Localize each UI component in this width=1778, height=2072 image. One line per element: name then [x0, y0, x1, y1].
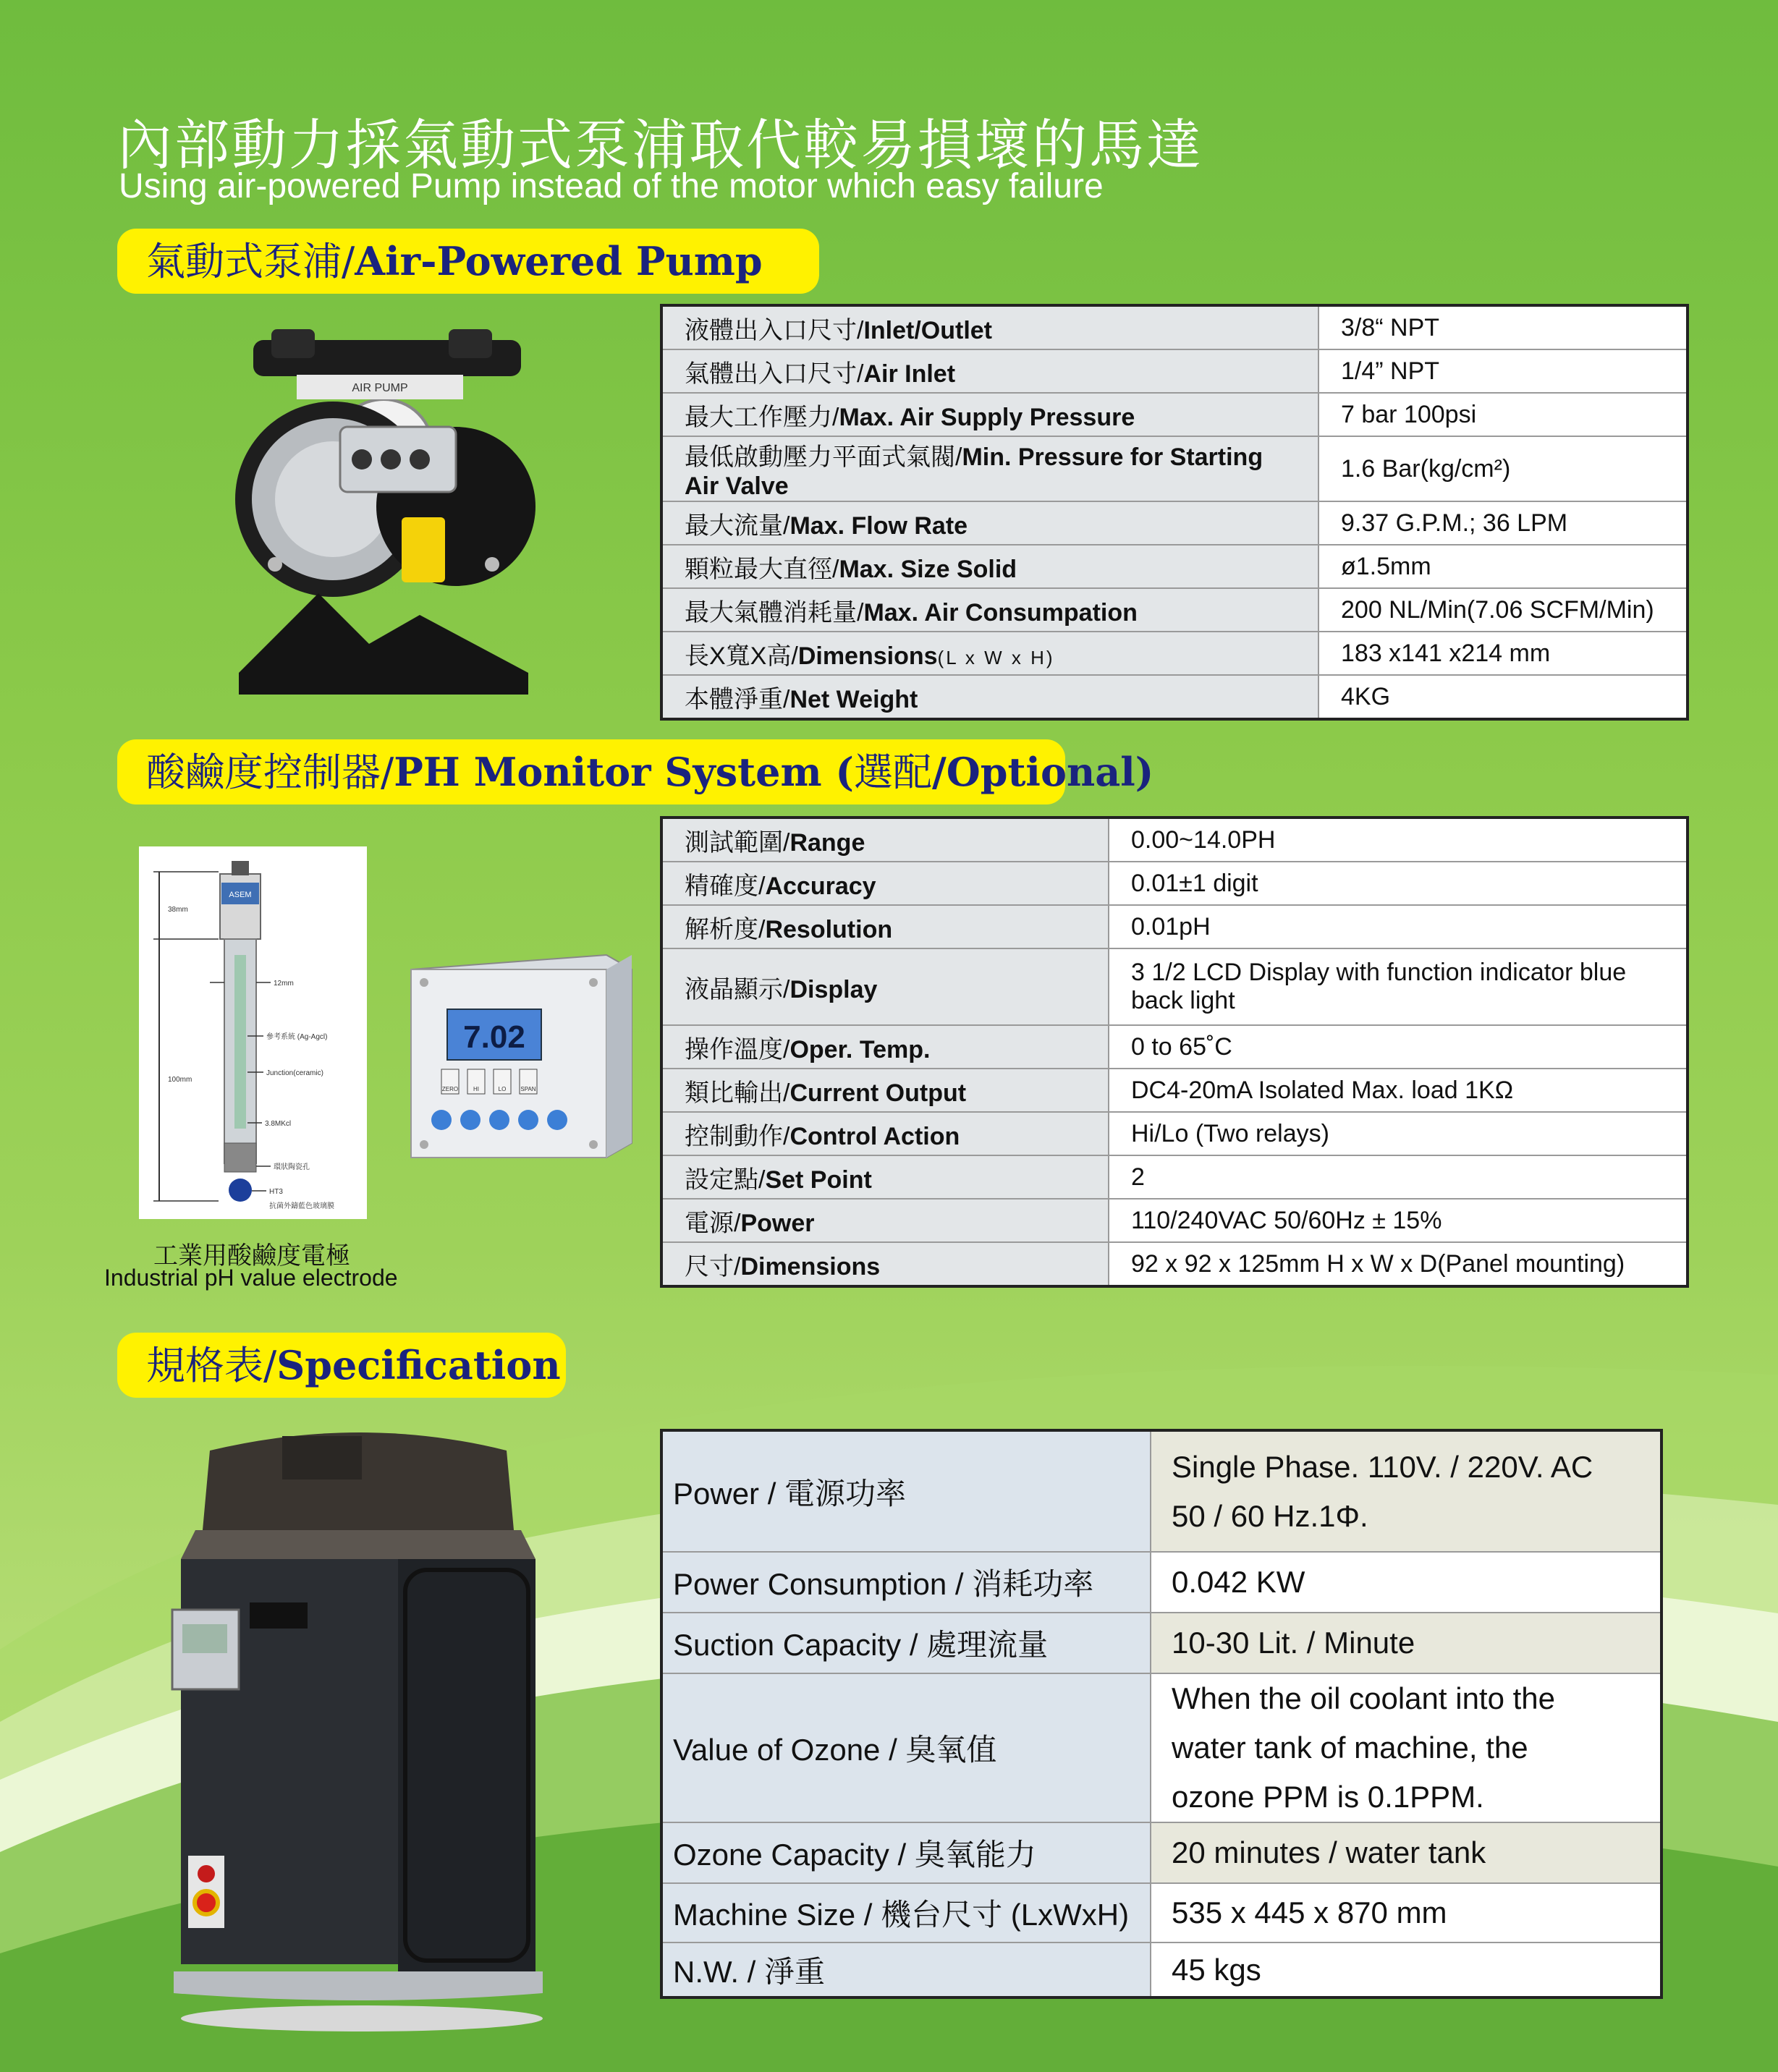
spec-value: 7 bar 100psi: [1318, 393, 1688, 436]
spec-key-zh: 本體淨重/: [685, 685, 790, 713]
spec-value-line: When the oil coolant into the: [1172, 1681, 1556, 1715]
spec-value-line: 50 / 60 Hz.1Φ.: [1172, 1498, 1368, 1533]
electrode-dim-100: 100mm: [168, 1076, 192, 1084]
spec-key-zh: 液晶顯示/: [685, 975, 790, 1003]
spec-key-en: Display: [789, 975, 878, 1003]
spec-value: 0.01pH: [1109, 905, 1688, 948]
spec-key: [661, 349, 1318, 393]
section-tag-air-pump-en: Air-Powered Pump: [355, 238, 763, 284]
spec-key-en: Control Action: [789, 1122, 960, 1150]
electrode-label-kcl: 3.8MKcl: [265, 1120, 292, 1128]
table-row: [661, 545, 1688, 588]
spec-value-line: 45 kgs: [1172, 1952, 1261, 1987]
spec-value-line: water tank of machine, the: [1172, 1731, 1528, 1765]
spec-key: [661, 1025, 1109, 1069]
controller-span-label: SPAN: [520, 1086, 536, 1092]
spec-key-zh: 顆粒最大直徑/: [685, 555, 839, 583]
spec-value-line: 20 minutes / water tank: [1172, 1835, 1486, 1869]
spec-value: 2: [1109, 1155, 1688, 1199]
pump-muffler: [402, 517, 445, 582]
spec-key: Value of Ozone / 臭氧值: [661, 1673, 1151, 1822]
electrode-caption-en: Industrial pH value electrode: [104, 1265, 398, 1291]
spec-value: 1.6 Bar(kg/cm²): [1318, 436, 1688, 501]
table-row: [661, 862, 1688, 905]
table-row: [661, 948, 1688, 1025]
spec-value: DC4-20mA Isolated Max. load 1KΩ: [1109, 1069, 1688, 1112]
spec-key-suffix: (L x W x H): [937, 646, 1055, 668]
table-row: [661, 1613, 1661, 1673]
spec-value: 0.00~14.0PH: [1109, 818, 1688, 862]
spec-value: 1/4” NPT: [1318, 349, 1688, 393]
spec-key: Suction Capacity / 處理流量: [661, 1613, 1151, 1673]
spec-key: [661, 1069, 1109, 1112]
table-row: [661, 1199, 1688, 1242]
spec-value: 110/240VAC 50/60Hz ± 15%: [1109, 1199, 1688, 1242]
spec-key-zh: 解析度/: [685, 915, 766, 943]
controller-lcd-value: 7.02: [463, 1019, 525, 1055]
section-tag-ph-zh: 酸鹼度控制器/: [146, 750, 394, 795]
controller-lo-label: LO: [498, 1086, 507, 1092]
spec-key: Power / 電源功率: [661, 1430, 1151, 1552]
spec-value-line: 10-30 Lit. / Minute: [1172, 1626, 1415, 1660]
table-row: [661, 1430, 1661, 1552]
spec-value-line: 0.042 KW: [1172, 1565, 1305, 1599]
spec-value-line: ozone PPM is 0.1PPM.: [1172, 1780, 1484, 1814]
spec-value: 200 NL/Min(7.06 SCFM/Min): [1318, 588, 1688, 632]
electrode-brand: ASEM: [229, 891, 252, 899]
electrode-label-ring: 環狀陶瓷孔: [274, 1163, 310, 1171]
section-tag-spec-zh: 規格表/: [146, 1343, 277, 1388]
table-row: [661, 1025, 1688, 1069]
spec-key: [661, 675, 1318, 719]
spec-key-zh: 類比輸出/: [685, 1079, 790, 1107]
spec-key-en: Inlet/Outlet: [863, 316, 993, 344]
ph-electrode-diagram: [139, 846, 367, 1219]
spec-value: [1151, 1613, 1661, 1673]
spec-key-zh: 控制動作/: [685, 1122, 790, 1150]
spec-key-en: Max. Size Solid: [839, 555, 1017, 583]
section-tag-ph-en: PH Monitor System (: [394, 749, 854, 795]
table-row: [661, 1822, 1661, 1883]
spec-value: ø1.5mm: [1318, 545, 1688, 588]
spec-value: 183 x141 x214 mm: [1318, 632, 1688, 675]
spec-value-line: Single Phase. 110V. / 220V. AC: [1172, 1449, 1593, 1484]
spec-value: [1151, 1942, 1661, 1997]
spec-key: [661, 501, 1318, 545]
spec-key-en: Max. Flow Rate: [789, 511, 968, 540]
spec-key: [661, 1199, 1109, 1242]
spec-key: [661, 1112, 1109, 1155]
spec-value: 3 1/2 LCD Display with function indicator blue back light: [1109, 948, 1688, 1025]
spec-key: [661, 1155, 1109, 1199]
spec-key-en: Power: [740, 1209, 815, 1237]
table-row: [661, 436, 1688, 501]
table-row: [661, 632, 1688, 675]
spec-key-en: Resolution: [765, 915, 893, 943]
spec-value: [1151, 1883, 1661, 1942]
spec-key-zh: 電源/: [685, 1209, 741, 1237]
table-row: [661, 1155, 1688, 1199]
spec-value: [1151, 1673, 1661, 1822]
spec-value: [1151, 1430, 1661, 1552]
spec-key-en: Max. Air Consumpation: [863, 598, 1138, 627]
table-row: [661, 675, 1688, 719]
electrode-dim-12: 12mm: [274, 980, 294, 988]
spec-key-en: Oper. Temp.: [789, 1035, 931, 1063]
spec-key-zh: 最大流量/: [685, 511, 790, 540]
table-row: [661, 1942, 1661, 1997]
spec-key-en: Dimensions: [797, 642, 938, 670]
section-tag-ph-en-opt: /Optional): [931, 749, 1154, 795]
spec-key-zh: 操作溫度/: [685, 1035, 790, 1063]
spec-key: [661, 905, 1109, 948]
spec-key-zh: 最大工作壓力/: [685, 403, 839, 431]
spec-key-zh: 長X寬X高/: [685, 642, 798, 670]
spec-key: [661, 948, 1109, 1025]
table-row: [661, 1112, 1688, 1155]
spec-key-en: Current Output: [789, 1079, 967, 1107]
table-row: [661, 1552, 1661, 1613]
section-tag-air-pump-zh: 氣動式泵浦/: [146, 239, 355, 284]
ph-controller-illustration: [397, 941, 635, 1165]
air-pump-spec-table: [660, 304, 1689, 721]
electrode-label-ht3: HT3: [269, 1188, 283, 1196]
spec-value: [1151, 1822, 1661, 1883]
spec-key: [661, 632, 1318, 675]
table-row: [661, 349, 1688, 393]
spec-key-zh: 精確度/: [685, 872, 766, 900]
spec-key: [661, 818, 1109, 862]
electrode-dim-38: 38mm: [168, 906, 188, 914]
spec-key: Machine Size / 機台尺寸 (LxWxH): [661, 1883, 1151, 1942]
section-tag-ph-monitor: [117, 739, 1154, 804]
spec-value: 4KG: [1318, 675, 1688, 719]
spec-key: [661, 305, 1318, 349]
spec-value: 0.01±1 digit: [1109, 862, 1688, 905]
table-row: [661, 305, 1688, 349]
table-row: [661, 393, 1688, 436]
spec-key: Power Consumption / 消耗功率: [661, 1552, 1151, 1613]
spec-key: [661, 545, 1318, 588]
table-row: [661, 1673, 1661, 1822]
table-row: [661, 1069, 1688, 1112]
spec-key-en: Min. Pressure for Starting Air Valve: [685, 443, 1263, 500]
spec-key-en: Set Point: [765, 1166, 872, 1194]
table-row: [661, 905, 1688, 948]
spec-key: [661, 393, 1318, 436]
spec-key-zh: 最大氣體消耗量/: [685, 598, 864, 627]
spec-key-en: Range: [789, 828, 865, 857]
spec-value: [1151, 1552, 1661, 1613]
table-row: [661, 1883, 1661, 1942]
spec-key: [661, 862, 1109, 905]
electrode-label-ref: 參考系統 (Ag-Agcl): [266, 1033, 328, 1041]
section-tag-specification: [117, 1333, 566, 1398]
air-pump-illustration: [232, 326, 543, 702]
spec-key: [661, 1242, 1109, 1286]
electrode-caption-zh: 工業用酸鹼度電極: [153, 1241, 350, 1270]
ozone-machine-illustration: [166, 1422, 557, 2037]
table-row: [661, 1242, 1688, 1286]
spec-value: 0 to 65˚C: [1109, 1025, 1688, 1069]
electrode-label-junction: Junction(ceramic): [266, 1069, 323, 1077]
specification-table: [660, 1429, 1663, 1999]
spec-value-line: 535 x 445 x 870 mm: [1172, 1895, 1447, 1929]
spec-key-zh: 設定點/: [685, 1166, 766, 1194]
spec-key-en: Max. Air Supply Pressure: [839, 403, 1135, 431]
spec-value: 9.37 G.P.M.; 36 LPM: [1318, 501, 1688, 545]
spec-key: Ozone Capacity / 臭氧能力: [661, 1822, 1151, 1883]
spec-key-en: Accuracy: [765, 872, 876, 900]
pump-label-plate-text: AIR PUMP: [352, 382, 408, 394]
ph-monitor-spec-table: [660, 816, 1689, 1288]
electrode-label-glass: 抗菌外鑄藍色玻璃膜: [269, 1202, 334, 1210]
spec-key: [661, 436, 1318, 501]
controller-hi-label: HI: [473, 1086, 479, 1092]
section-tag-air-pump: [117, 229, 819, 294]
section-tag-spec-en: Specification: [276, 1342, 561, 1388]
spec-value: 3/8“ NPT: [1318, 305, 1688, 349]
spec-key: [661, 588, 1318, 632]
controller-zero-label: ZERO: [441, 1086, 459, 1092]
spec-key: N.W. / 淨重: [661, 1942, 1151, 1997]
spec-value: Hi/Lo (Two relays): [1109, 1112, 1688, 1155]
spec-key-zh: 液體出入口尺寸/: [685, 316, 864, 344]
headline-en: Using air-powered Pump instead of the motor which easy failure: [119, 167, 1104, 205]
table-row: [661, 818, 1688, 862]
spec-key-zh: 氣體出入口尺寸/: [685, 360, 864, 388]
table-row: [661, 588, 1688, 632]
spec-key-en: Dimensions: [740, 1252, 881, 1281]
spec-key-zh: 最低啟動壓力平面式氣閥/: [685, 443, 962, 471]
spec-key-zh: 尺寸/: [685, 1252, 741, 1281]
spec-key-zh: 測試範圍/: [685, 828, 790, 857]
headline-zh: 內部動力採氣動式泵浦取代較易損壞的馬達: [117, 113, 1203, 177]
table-row: [661, 501, 1688, 545]
spec-key-en: Net Weight: [789, 685, 918, 713]
spec-value: 92 x 92 x 125mm H x W x D(Panel mounting): [1109, 1242, 1688, 1286]
spec-key-en: Air Inlet: [863, 360, 956, 388]
section-tag-ph-zh-opt: 選配: [853, 750, 932, 795]
